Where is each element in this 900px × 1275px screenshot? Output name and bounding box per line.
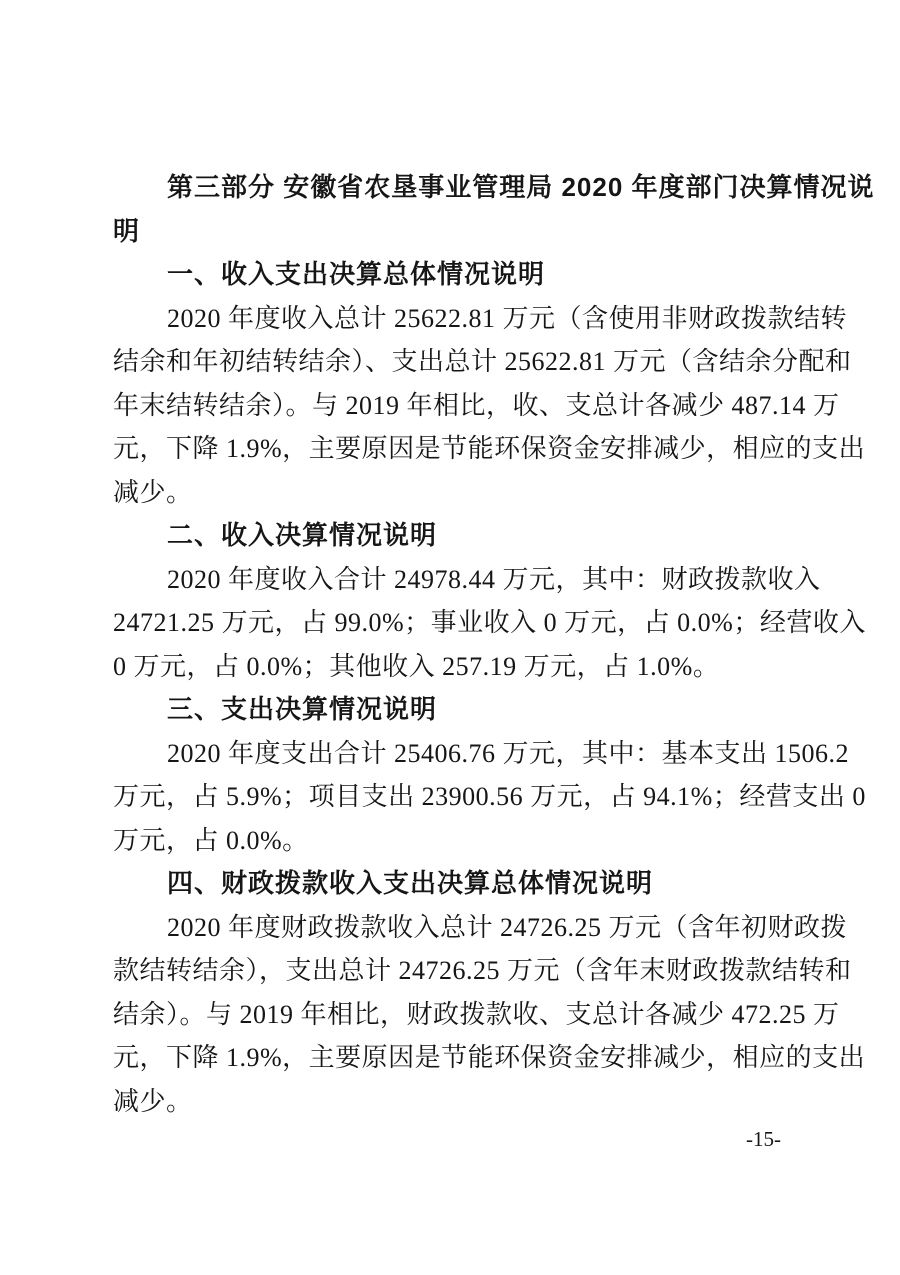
section-1-line-2: 结余和年初结转结余）、支出总计 25622.81 万元（含结余分配和 xyxy=(113,347,852,376)
section-3-heading: 三、支出决算情况说明 xyxy=(167,694,438,724)
section-1-heading: 一、收入支出决算总体情况说明 xyxy=(167,259,546,289)
section-4-line-5: 减少。 xyxy=(113,1086,193,1116)
section-3-line-3: 万元，占 0.0%。 xyxy=(113,825,309,855)
section-1-line-5: 减少。 xyxy=(113,477,193,507)
section-2-line-1: 2020 年度收入合计 24978.44 万元，其中：财政拨款收入 xyxy=(167,564,821,594)
section-2-line-3: 0 万元，占 0.0%；其他收入 257.19 万元，占 1.0%。 xyxy=(113,651,720,681)
section-4-line-2: 款结转结余），支出总计 24726.25 万元（含年末财政拨款结转和 xyxy=(113,956,852,985)
section-1-line-1: 2020 年度收入总计 25622.81 万元（含使用非财政拨款结转 xyxy=(167,303,848,333)
page-number: -15- xyxy=(746,1127,781,1151)
section-4-line-1: 2020 年度财政拨款收入总计 24726.25 万元（含年初财政拨 xyxy=(167,912,848,942)
document-title-line-1: 第三部分 安徽省农垦事业管理局 2020 年度部门决算情况说 xyxy=(167,172,875,202)
document-body xyxy=(113,166,875,1123)
section-2-line-2: 24721.25 万元，占 99.0%；事业收入 0 万元，占 0.0%；经营收入 xyxy=(113,608,866,637)
section-4-line-3: 结余）。与 2019 年相比，财政拨款收、支总计各减少 472.25 万 xyxy=(113,999,840,1029)
section-1-line-3: 年末结转结余）。与 2019 年相比，收、支总计各减少 487.14 万 xyxy=(113,390,840,420)
document-title-line-2: 明 xyxy=(113,215,141,246)
section-1-line-4: 元，下降 1.9%，主要原因是节能环保资金安排减少，相应的支出 xyxy=(113,434,866,463)
section-4-line-4: 元，下降 1.9%，主要原因是节能环保资金安排减少，相应的支出 xyxy=(113,1043,866,1072)
section-4-heading: 四、财政拨款收入支出决算总体情况说明 xyxy=(167,868,654,898)
section-2-heading: 二、收入决算情况说明 xyxy=(167,520,438,550)
section-3-line-2: 万元，占 5.9%；项目支出 23900.56 万元，占 94.1%；经营支出 0 xyxy=(113,782,866,811)
section-3-line-1: 2020 年度支出合计 25406.76 万元，其中：基本支出 1506.2 xyxy=(167,738,850,768)
